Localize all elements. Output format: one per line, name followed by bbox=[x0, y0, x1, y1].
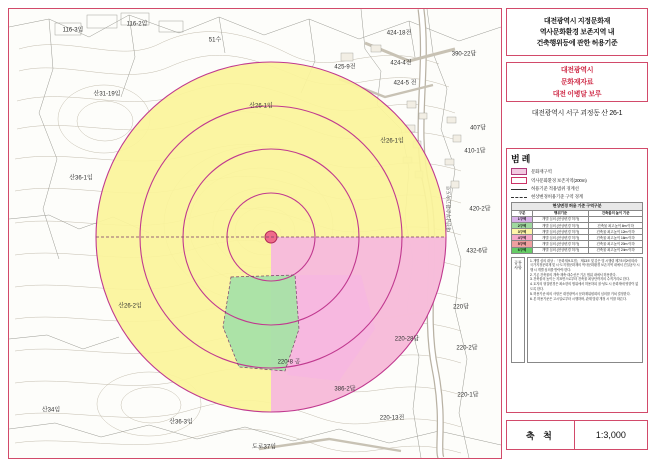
scale-value: 1:3,000 bbox=[574, 421, 647, 449]
legend-swatch-row bbox=[511, 168, 643, 175]
parcel-label: 220답 bbox=[453, 304, 469, 311]
legend-swatch bbox=[511, 168, 527, 175]
subtitle-line-1: 대전광역시 bbox=[560, 67, 594, 74]
parcel-label: 220-2답 bbox=[456, 345, 478, 352]
parcel-label: 산36-1임 bbox=[69, 175, 93, 182]
parcel-label: 51수 bbox=[208, 37, 222, 44]
common-note-item: 6. 본 허용기준은 고시일로부터 시행하며, 관계 법령 개정 시 이를 따른다. bbox=[530, 296, 627, 301]
legend-swatch-label: 역사문화환경 보존지역(200m) bbox=[531, 177, 587, 183]
legend-line-sample bbox=[511, 189, 527, 190]
scale-box bbox=[506, 420, 648, 450]
parcel-label: 산26-1임 bbox=[249, 103, 273, 110]
legend-line-label: 허용기준 적용범위 경계선 bbox=[531, 186, 579, 191]
heritage-subtitle-box bbox=[506, 62, 648, 102]
legend-swatch-label: 문화재구역 bbox=[531, 168, 552, 174]
common-notes-text bbox=[527, 257, 643, 363]
zone-code-cell: 6구역 bbox=[512, 247, 533, 253]
legend-line-row bbox=[511, 186, 643, 192]
parcel-label: 산26-2임 bbox=[118, 303, 142, 310]
subtitle-line-3: 대전 이병달 보루 bbox=[552, 91, 602, 98]
document-title-box bbox=[506, 8, 648, 56]
zone-code-cell: 3구역 bbox=[512, 229, 533, 235]
parcel-label: 432-6답 bbox=[466, 248, 488, 255]
parcel-label: 386-2답 bbox=[334, 386, 356, 393]
zone-height-cell: 건축물 최고높이 12m 이하 bbox=[589, 229, 643, 235]
common-notes-block bbox=[511, 257, 643, 363]
zone-action-cell: 개별 심의 (현상변경 허가) bbox=[532, 223, 588, 229]
zone-action-cell: 개별 심의 (현상변경 허가) bbox=[532, 235, 588, 241]
parcel-label: 410-1답 bbox=[464, 148, 486, 155]
zone-action-cell: 개별 심의 (현상변경 허가) bbox=[532, 241, 588, 247]
zone-height-cell: 건축물 최고높이 20m 이하 bbox=[589, 241, 643, 247]
common-notes-label: 공통 사항 bbox=[511, 257, 525, 363]
zone-code-cell: 2구역 bbox=[512, 223, 533, 229]
map-panel[interactable] bbox=[8, 8, 502, 459]
legend-box bbox=[506, 148, 648, 413]
parcel-label: 220-1답 bbox=[457, 392, 479, 399]
zone-action-cell: 개별 심의 (현상변경 허가) bbox=[532, 216, 588, 222]
parcel-label: 424-18전 bbox=[386, 30, 412, 37]
common-note-item: 4. 토지의 형질변경은 최소한의 범위에서 허용하되 절·성토 시 문화재에 영향이 없도록 한다. bbox=[530, 282, 639, 291]
parcel-label: 도로37임 bbox=[251, 444, 277, 451]
parcel-label: 산31-19임 bbox=[93, 91, 121, 98]
zone-height-cell: 건축물 최고높이 16m 이하 bbox=[589, 235, 643, 241]
zone-table-col-header: 건축물의 높이 기준 bbox=[589, 210, 643, 216]
scale-label: 축 척 bbox=[525, 430, 555, 441]
legend-line-label: 현상변경허용기준 구역 경계 bbox=[531, 194, 583, 199]
subtitle-line-2: 문화재자료 bbox=[560, 79, 594, 86]
parcel-label: 390-22답 bbox=[451, 51, 477, 58]
parcel-label: 424-5 전 bbox=[393, 80, 417, 87]
parcel-label: 산34임 bbox=[41, 407, 61, 414]
zone-table-col-header: 구분 bbox=[512, 210, 533, 216]
map-canvas bbox=[9, 9, 501, 458]
parcel-label: 425-9전 bbox=[334, 64, 356, 71]
legend-line-sample bbox=[511, 197, 527, 198]
legend-swatch-row bbox=[511, 177, 643, 184]
common-note-item: 5. 허용기준 외의 사항은 대전광역시 문화재위원회의 심의를 거쳐 결정한다. bbox=[530, 291, 631, 296]
right-column bbox=[506, 8, 650, 457]
common-note-item: 3. 건축물의 높이는 지표면으로부터 건축물 최상단까지의 수직거리로 한다. bbox=[530, 277, 630, 282]
zone-code-cell: 5구역 bbox=[512, 241, 533, 247]
parcel-label: 116-2임 bbox=[126, 21, 148, 28]
zone-height-cell: 건축물 최고높이 24m 이하 bbox=[589, 247, 643, 253]
title-line-1: 대전광역시 지정문화재 bbox=[543, 18, 611, 25]
parcel-label: 220-8 공 bbox=[277, 359, 301, 366]
legend-title: 범 례 bbox=[511, 154, 530, 164]
parcel-label: 116-3임 bbox=[62, 27, 84, 34]
parcel-label: 산26-1임 bbox=[380, 138, 404, 145]
road-label: 대전남부순환고속도로 bbox=[446, 185, 453, 233]
parcel-label: 220-28답 bbox=[394, 336, 420, 343]
location-address: 대전광역시 서구 괴정동 산 26-1 bbox=[531, 110, 623, 117]
parcel-label: 220-13전 bbox=[379, 415, 405, 422]
zone-action-cell: 개별 심의 (현상변경 허가) bbox=[532, 247, 588, 253]
legend-line-row bbox=[511, 194, 643, 200]
parcel-label: 424-4전 bbox=[390, 60, 412, 67]
common-note-item: 1. 개별 심의 대상 : 「문화재보호법」 제13조 및 같은 법 시행령 제7조의2에 따라 국가지정문화재 및 시·도지정문화재의 역사문화환경 보존지역 내에서 건설공사 시행 시 개별 심의를 받아야 한다. bbox=[530, 258, 640, 272]
zone-table-body bbox=[512, 216, 643, 253]
zone-table-col-header: 행위기준 bbox=[532, 210, 588, 216]
parcel-label: 420-2답 bbox=[469, 206, 491, 213]
zone-standards-table bbox=[511, 202, 643, 254]
zone-code-cell: 4구역 bbox=[512, 235, 533, 241]
legend-line-list bbox=[511, 186, 643, 200]
common-note-item: 2. 기존 건축물의 개축·재축·대수선은 기존 범위 내에서 허용한다. bbox=[530, 272, 617, 277]
zone-height-cell: 건축물 최고높이 8m 이하 bbox=[589, 223, 643, 229]
zone-table-main-header: 현상변경 허용 기준 구역구분 bbox=[512, 203, 643, 211]
zone-code-cell: 1구역 bbox=[512, 216, 533, 222]
legend-swatch-list bbox=[511, 168, 643, 184]
parcel-label: 407답 bbox=[470, 125, 486, 132]
title-line-2: 역사문화환경 보존지역 내 bbox=[539, 29, 615, 36]
table-row bbox=[512, 247, 643, 253]
legend-swatch bbox=[511, 177, 527, 184]
zone-action-cell: 개별 심의 (현상변경 허가) bbox=[532, 229, 588, 235]
title-line-3: 건축행위등에 관한 허용기준 bbox=[536, 40, 618, 47]
parcel-label: 산36-3임 bbox=[169, 419, 193, 426]
